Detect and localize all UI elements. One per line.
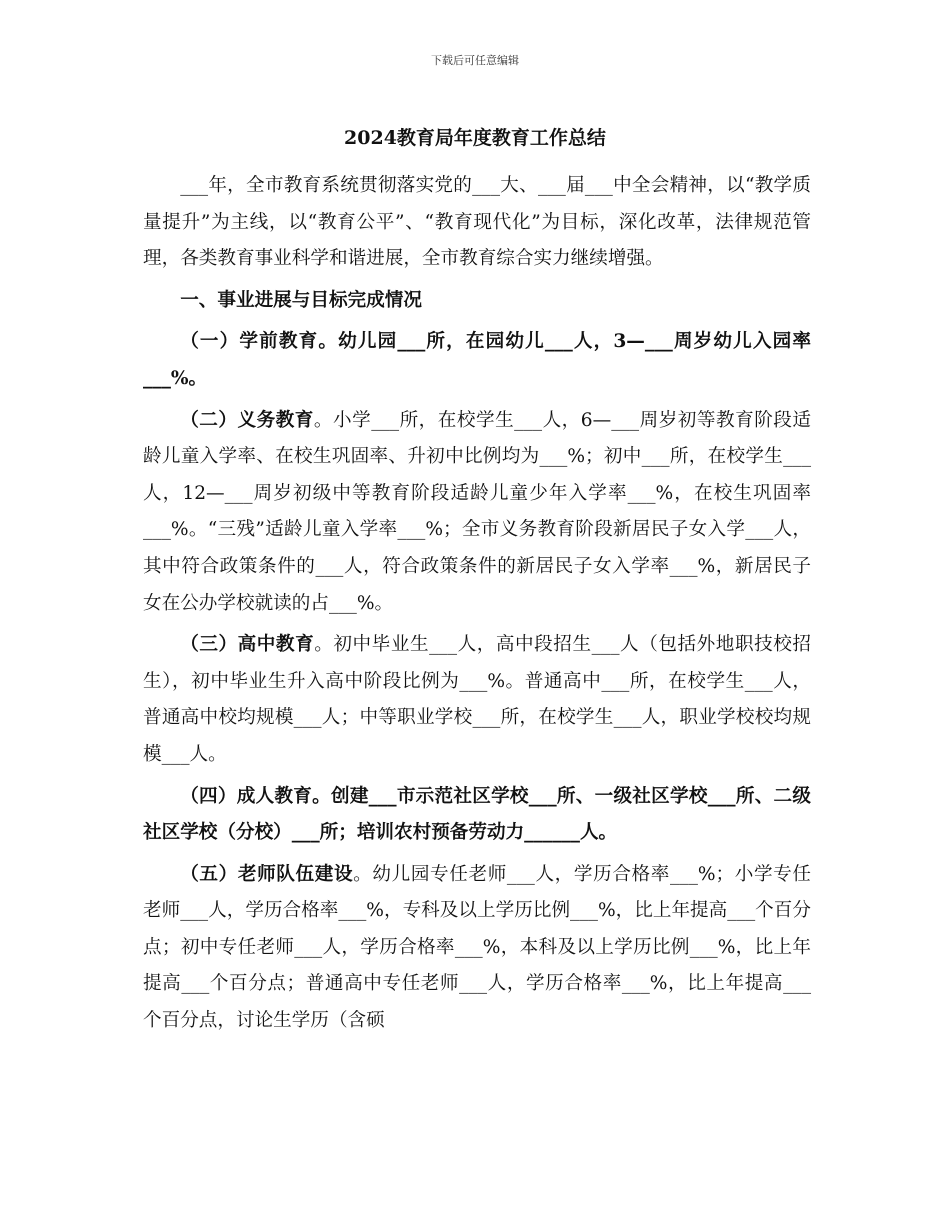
teacher-team-heading: （五）老师队伍建设 (180, 863, 354, 885)
high-school-heading: （三）高中教育 (180, 634, 315, 656)
document-title: 2024教育局年度教育工作总结 (344, 127, 606, 149)
section-heading: 一、事业进展与目标完成情况 (180, 289, 422, 311)
high-school-text: 。初中毕业生___人，高中段招生___人（包括外地职技校招生），初中毕业生升入高中阶段比例为___%。普通高中___所，在校学生___人，普通高中校均规模___人；中等职业学校___所，在校学生___人，职业学校校均规模___人。 (143, 634, 811, 765)
adult-education-paragraph: （四）成人教育。创建___市示范社区学校___所、一级社区学校___所、二级社区学校（分校）___所；培训农村预备劳动力______人。 (143, 785, 811, 844)
document-body (143, 168, 811, 1045)
page-header-note: 下载后可任意编辑 (431, 54, 519, 67)
compulsory-education-heading: （二）义务教育 (180, 409, 314, 431)
compulsory-education-text: 。小学___所，在校学生___人，6—___周岁初等教育阶段适龄儿童入学率、在校生巩固率、升初中比例均为___%；初中___所，在校学生___人，12—___周岁初级中等教育阶段适龄儿童少年入学率___%，在校生巩固率___%。“三残”适龄儿童入学率___%；全市义务教育阶段新居民子女入学___人，其中符合政策条件的___人，符合政策条件的新居民子女入学率___%，新居民子女在公办学校就读的占___%。 (143, 409, 811, 614)
teacher-team-text: 。幼儿园专任老师___人，学历合格率___%；小学专任老师___人，学历合格率___%，专科及以上学历比例___%，比上年提高___个百分点；初中专任老师___人，学历合格率___%，本科及以上学历比例___%，比上年提高___个百分点；普通高中专任老师___人，学历合格率___%，比上年提高___个百分点，讨论生学历（含硕 (143, 863, 811, 1032)
intro-paragraph: ___年，全市教育系统贯彻落实党的___大、___届___中全会精神，以“教学质量提升”为主线，以“教育公平”、“教育现代化”为目标，深化改革，法律规范管理，各类教育事业科学和谐进展，全市教育综合实力继续增强。 (143, 175, 811, 270)
compulsory-education-paragraph (143, 403, 811, 623)
teacher-team-paragraph (143, 857, 811, 1040)
high-school-paragraph (143, 627, 811, 773)
preschool-paragraph: （一）学前教育。幼儿园___所，在园幼儿___人，3—___周岁幼儿入园率___%。 (143, 331, 811, 389)
